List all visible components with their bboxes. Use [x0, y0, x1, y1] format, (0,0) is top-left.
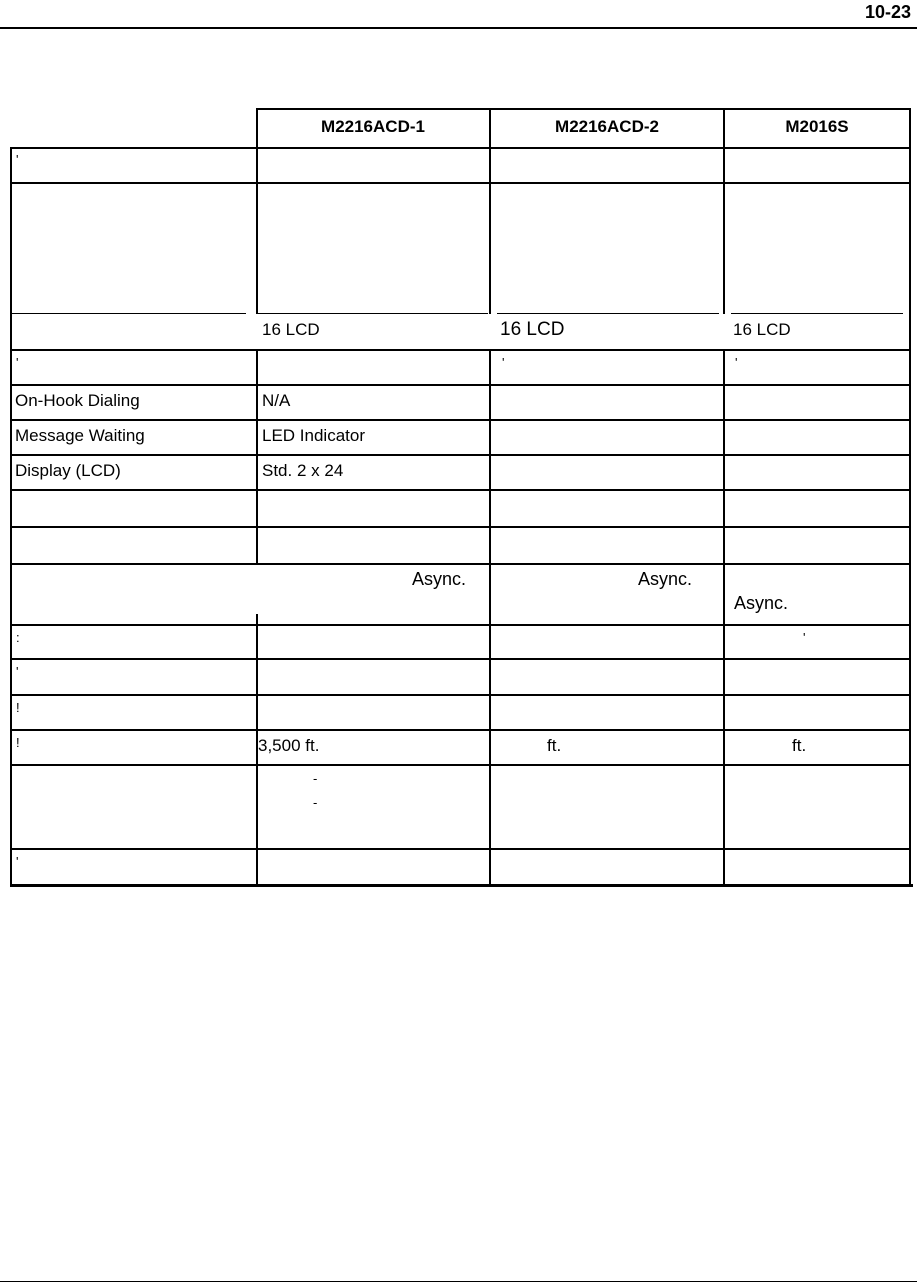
row-label-display-lcd: Display (LCD) — [15, 461, 121, 480]
scan-mark: ' — [16, 854, 19, 869]
column-rule — [256, 349, 258, 564]
footer-rule — [0, 1281, 917, 1282]
column-rule — [909, 108, 911, 885]
row-rule — [10, 147, 911, 149]
row-rule — [10, 764, 911, 766]
row-rule — [10, 563, 911, 565]
scan-mark: ' — [16, 355, 19, 370]
async-col2: Async. — [638, 569, 693, 589]
distance-col1: 3,500 ft. — [258, 736, 320, 755]
row-rule — [10, 182, 911, 184]
column-rule — [723, 349, 725, 885]
display-type-col3: 16 LCD — [733, 320, 791, 339]
scan-mark: ' — [803, 630, 806, 645]
scan-mark: ' — [16, 152, 19, 167]
table-bottom-rule — [10, 884, 913, 887]
page-number: 10-23 — [864, 2, 911, 22]
row-rule — [258, 313, 488, 314]
row-rule — [10, 419, 911, 421]
header-rule — [0, 27, 917, 29]
column-rule — [489, 108, 491, 314]
column-rule — [489, 349, 491, 885]
async-col1: Async. — [412, 569, 467, 589]
scan-mark: ! — [16, 735, 20, 750]
header-top-rule — [256, 108, 911, 110]
column-header-m2216acd-1: M2216ACD-1 — [321, 117, 425, 136]
row-rule — [10, 729, 911, 731]
row-rule — [10, 313, 246, 314]
display-type-col2: 16 LCD — [500, 319, 565, 340]
column-rule — [10, 147, 12, 885]
row-rule — [10, 454, 911, 456]
row-rule — [10, 624, 911, 626]
row-rule — [731, 313, 903, 314]
display-type-col1: 16 LCD — [262, 320, 320, 339]
scan-mark: - — [313, 771, 318, 786]
column-rule — [256, 108, 258, 314]
distance-col3: ft. — [792, 736, 807, 755]
column-header-m2016s: M2016S — [785, 117, 849, 136]
row-rule — [10, 384, 911, 386]
row-rule — [10, 848, 911, 850]
scan-mark: ' — [735, 355, 738, 370]
column-rule — [723, 108, 725, 314]
scan-mark: - — [313, 795, 318, 810]
column-header-m2216acd-2: M2216ACD-2 — [555, 117, 659, 136]
async-col3: Async. — [734, 593, 789, 613]
display-lcd-col1: Std. 2 x 24 — [262, 461, 344, 480]
scan-mark: ' — [16, 664, 19, 679]
message-waiting-col1: LED Indicator — [262, 426, 365, 445]
row-rule — [10, 349, 911, 351]
scan-mark: ! — [16, 700, 20, 715]
row-rule — [10, 658, 911, 660]
row-rule — [10, 526, 911, 528]
row-rule — [10, 489, 911, 491]
scan-mark: ' — [502, 355, 505, 370]
on-hook-dialing-col1: N/A — [262, 391, 291, 410]
row-label-message-waiting: Message Waiting — [15, 426, 145, 445]
distance-col2: ft. — [547, 736, 562, 755]
row-rule — [10, 694, 911, 696]
row-rule — [497, 313, 719, 314]
row-label-on-hook-dialing: On-Hook Dialing — [15, 391, 140, 410]
scan-mark: : — [16, 630, 20, 645]
